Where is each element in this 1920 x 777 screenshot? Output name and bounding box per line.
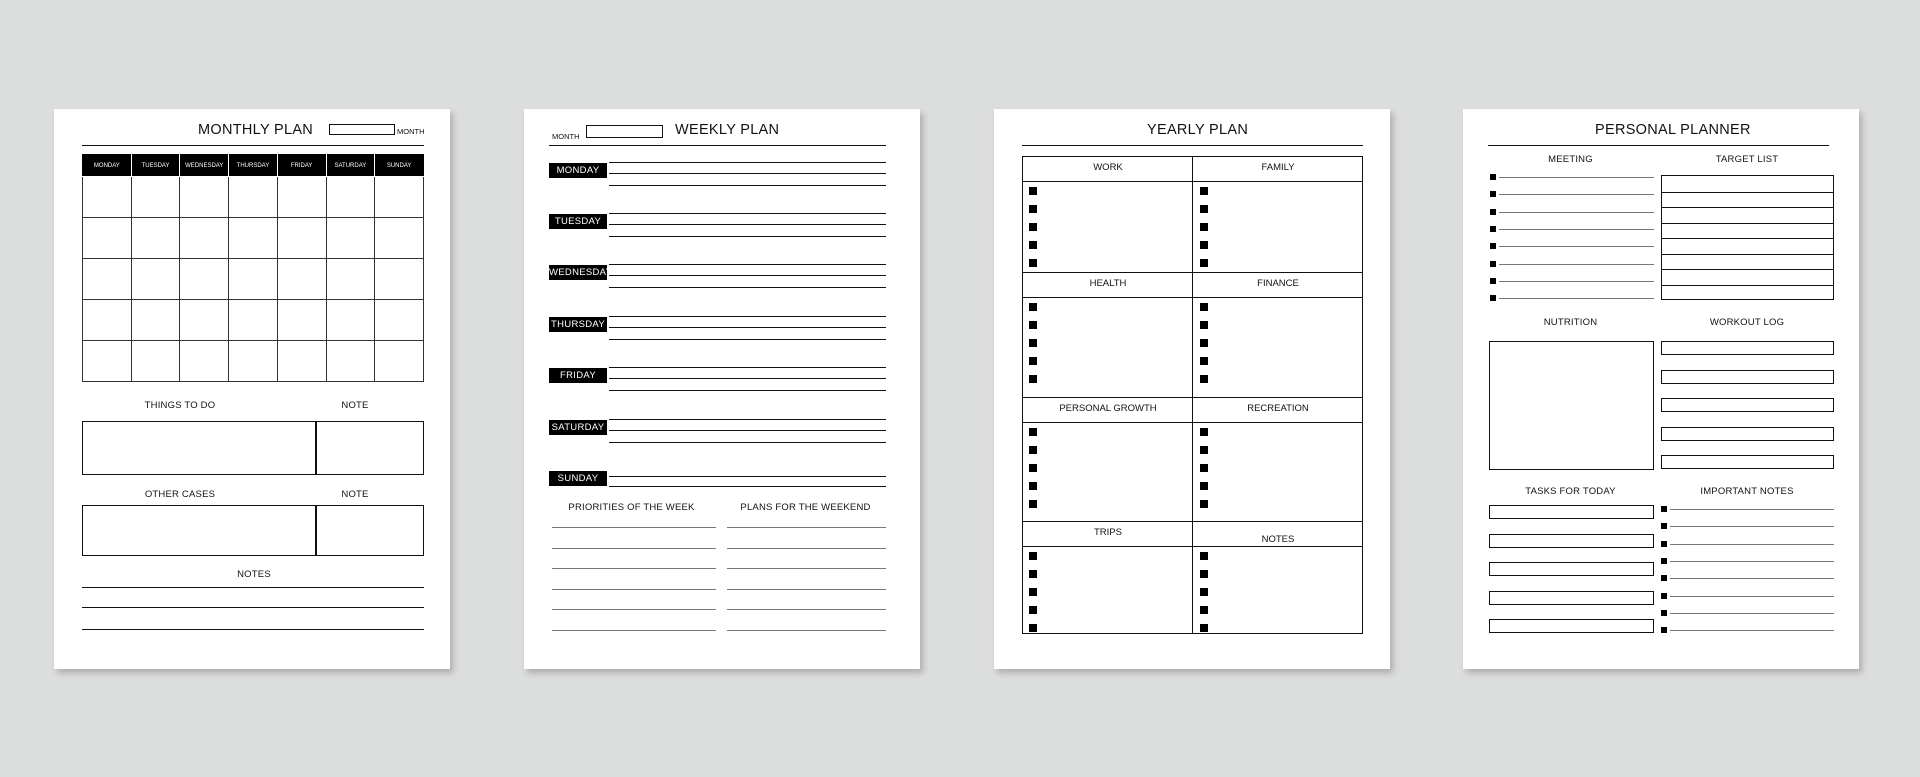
- priority-line[interactable]: [552, 630, 716, 631]
- target-list-label: TARGET LIST: [1715, 154, 1779, 165]
- day-write-line[interactable]: [609, 378, 886, 379]
- calendar-grid: [82, 154, 424, 382]
- priority-line[interactable]: [552, 548, 716, 549]
- meeting-line[interactable]: [1499, 281, 1654, 282]
- meeting-line[interactable]: [1499, 264, 1654, 265]
- calendar-day-cell[interactable]: [229, 300, 278, 341]
- day-label: SATURDAY: [549, 420, 607, 435]
- checkbox[interactable]: [1200, 321, 1208, 329]
- meeting-label: MEETING: [1548, 154, 1593, 165]
- yearly-section: [1023, 398, 1193, 522]
- day-label: TUESDAY: [549, 214, 607, 229]
- nutrition-box[interactable]: [1489, 341, 1654, 470]
- note-label: NOTE: [341, 400, 369, 411]
- page-title: PERSONAL PLANNER: [1595, 122, 1751, 138]
- priority-line[interactable]: [552, 609, 716, 610]
- checkbox[interactable]: [1029, 205, 1037, 213]
- section-title: FAMILY: [1261, 162, 1295, 173]
- calendar-day-cell[interactable]: [375, 177, 424, 218]
- calendar-day-cell[interactable]: [277, 259, 326, 300]
- month-field[interactable]: [586, 125, 663, 138]
- checkbox[interactable]: [1029, 357, 1037, 365]
- checkbox[interactable]: [1029, 570, 1037, 578]
- calendar-week-row: [83, 177, 424, 218]
- nutrition-label: NUTRITION: [1543, 317, 1598, 328]
- calendar-day-cell[interactable]: [229, 341, 278, 382]
- yearly-plan-page: [994, 109, 1390, 669]
- checkbox[interactable]: [1029, 624, 1037, 632]
- calendar-day-cell[interactable]: [180, 177, 229, 218]
- title-underline: [1488, 145, 1829, 146]
- section-title: FINANCE: [1257, 278, 1299, 289]
- day-write-line[interactable]: [609, 390, 886, 391]
- section-title: RECREATION: [1247, 403, 1309, 414]
- priority-line[interactable]: [552, 589, 716, 590]
- checkbox[interactable]: [1029, 339, 1037, 347]
- section-title: TRIPS: [1094, 527, 1122, 538]
- target-list-box[interactable]: [1661, 175, 1834, 300]
- bullet-square: [1490, 226, 1496, 232]
- title-underline: [1022, 145, 1363, 146]
- calendar-day-cell[interactable]: [180, 259, 229, 300]
- bullet-square: [1490, 191, 1496, 197]
- checkbox[interactable]: [1200, 570, 1208, 578]
- day-label: MONDAY: [549, 163, 607, 178]
- calendar-week-row: [83, 300, 424, 341]
- notes-line[interactable]: [82, 607, 424, 608]
- calendar-day-cell[interactable]: [180, 218, 229, 259]
- task-entry[interactable]: [1489, 534, 1654, 548]
- yearly-section: [1193, 522, 1363, 635]
- day-write-line[interactable]: [609, 213, 886, 214]
- column-divider: [1192, 157, 1193, 633]
- day-header: WEDNESDAY: [180, 155, 229, 177]
- title-underline: [549, 145, 886, 146]
- day-header: FRIDAY: [277, 155, 326, 177]
- calendar-day-cell[interactable]: [326, 177, 375, 218]
- meeting-line[interactable]: [1499, 194, 1654, 195]
- checkbox[interactable]: [1200, 357, 1208, 365]
- priorities-label: PRIORITIES OF THE WEEK: [568, 502, 695, 513]
- checkbox[interactable]: [1029, 321, 1037, 329]
- calendar-week-row: [83, 218, 424, 259]
- calendar-day-cell[interactable]: [277, 300, 326, 341]
- calendar-day-cell[interactable]: [326, 218, 375, 259]
- note-box[interactable]: [315, 505, 424, 556]
- yearly-section: [1193, 398, 1363, 522]
- checkbox[interactable]: [1200, 187, 1208, 195]
- calendar-day-cell[interactable]: [375, 218, 424, 259]
- workout-log-label: WORKOUT LOG: [1709, 317, 1785, 328]
- checkbox[interactable]: [1029, 606, 1037, 614]
- day-write-line[interactable]: [609, 339, 886, 340]
- priority-line[interactable]: [552, 527, 716, 528]
- day-label: SUNDAY: [549, 471, 607, 486]
- month-field[interactable]: [329, 124, 395, 135]
- target-row-line[interactable]: [1662, 285, 1833, 286]
- checkbox[interactable]: [1200, 303, 1208, 311]
- calendar-day-cell[interactable]: [180, 341, 229, 382]
- checkbox[interactable]: [1029, 464, 1037, 472]
- calendar-day-cell[interactable]: [277, 218, 326, 259]
- day-header: THURSDAY: [229, 155, 278, 177]
- day-write-line[interactable]: [609, 287, 886, 288]
- meeting-line[interactable]: [1499, 212, 1654, 213]
- calendar-week-row: [83, 341, 424, 382]
- bullet-square: [1661, 558, 1667, 564]
- workout-entry[interactable]: [1661, 341, 1834, 355]
- calendar-day-cell[interactable]: [326, 259, 375, 300]
- checkbox[interactable]: [1200, 500, 1208, 508]
- yearly-section: [1023, 157, 1193, 273]
- checkbox[interactable]: [1200, 339, 1208, 347]
- target-row-line[interactable]: [1662, 223, 1833, 224]
- things-to-do-label: THINGS TO DO: [144, 400, 216, 411]
- calendar-day-cell[interactable]: [277, 177, 326, 218]
- day-write-line[interactable]: [609, 264, 886, 265]
- bullet-square: [1490, 261, 1496, 267]
- monthly-plan-page: [54, 109, 450, 669]
- checkbox[interactable]: [1200, 464, 1208, 472]
- calendar-week-row: [83, 259, 424, 300]
- note-line[interactable]: [1670, 526, 1834, 527]
- checkbox[interactable]: [1200, 259, 1208, 267]
- bullet-square: [1661, 627, 1667, 633]
- personal-planner-page: [1463, 109, 1859, 669]
- day-write-line[interactable]: [609, 442, 886, 443]
- note-box[interactable]: [315, 421, 424, 475]
- workout-entry[interactable]: [1661, 427, 1834, 441]
- weekend-line[interactable]: [727, 527, 886, 528]
- task-entry[interactable]: [1489, 591, 1654, 605]
- checkbox[interactable]: [1029, 223, 1037, 231]
- calendar-day-cell[interactable]: [326, 341, 375, 382]
- checkbox[interactable]: [1029, 241, 1037, 249]
- checkbox[interactable]: [1200, 223, 1208, 231]
- bullet-square: [1661, 506, 1667, 512]
- calendar-day-cell[interactable]: [375, 341, 424, 382]
- calendar-day-cell[interactable]: [83, 300, 132, 341]
- target-row-line[interactable]: [1662, 192, 1833, 193]
- weekly-plan-page: [524, 109, 920, 669]
- checkbox[interactable]: [1029, 428, 1037, 436]
- checkbox[interactable]: [1200, 588, 1208, 596]
- priority-line[interactable]: [552, 568, 716, 569]
- bullet-square: [1661, 541, 1667, 547]
- day-write-line[interactable]: [609, 486, 886, 487]
- bullet-square: [1490, 278, 1496, 284]
- other-cases-label: OTHER CASES: [144, 489, 216, 500]
- bullet-square: [1661, 523, 1667, 529]
- workout-entry[interactable]: [1661, 370, 1834, 384]
- meeting-line[interactable]: [1499, 246, 1654, 247]
- weekend-line[interactable]: [727, 609, 886, 610]
- bullet-square: [1490, 243, 1496, 249]
- note-line[interactable]: [1670, 544, 1834, 545]
- meeting-line[interactable]: [1499, 177, 1654, 178]
- weekend-line[interactable]: [727, 548, 886, 549]
- yearly-section: [1193, 157, 1363, 273]
- day-header: MONDAY: [83, 155, 132, 177]
- weekend-line[interactable]: [727, 568, 886, 569]
- day-write-line[interactable]: [609, 275, 886, 276]
- notes-line[interactable]: [82, 629, 424, 630]
- note-line[interactable]: [1670, 578, 1834, 579]
- checkbox[interactable]: [1200, 428, 1208, 436]
- calendar-day-cell[interactable]: [131, 177, 180, 218]
- section-title: PERSONAL GROWTH: [1059, 403, 1157, 414]
- calendar-day-cell[interactable]: [83, 218, 132, 259]
- note-line[interactable]: [1670, 561, 1834, 562]
- target-row-line[interactable]: [1662, 238, 1833, 239]
- note-line[interactable]: [1670, 630, 1834, 631]
- target-row-line[interactable]: [1662, 269, 1833, 270]
- checkbox[interactable]: [1200, 606, 1208, 614]
- day-write-line[interactable]: [609, 430, 886, 431]
- note-line[interactable]: [1670, 613, 1834, 614]
- bullet-square: [1490, 295, 1496, 301]
- checkbox[interactable]: [1200, 552, 1208, 560]
- checkbox[interactable]: [1200, 624, 1208, 632]
- checkbox[interactable]: [1029, 187, 1037, 195]
- calendar-day-cell[interactable]: [131, 300, 180, 341]
- meeting-line[interactable]: [1499, 229, 1654, 230]
- calendar-day-cell[interactable]: [375, 300, 424, 341]
- yearly-grid: [1022, 156, 1363, 634]
- calendar-day-cell[interactable]: [83, 177, 132, 218]
- target-row-line[interactable]: [1662, 254, 1833, 255]
- other-cases-box[interactable]: [82, 505, 317, 556]
- checkbox[interactable]: [1029, 303, 1037, 311]
- bullet-square: [1490, 209, 1496, 215]
- calendar-day-cell[interactable]: [375, 259, 424, 300]
- bullet-square: [1661, 593, 1667, 599]
- day-write-line[interactable]: [609, 173, 886, 174]
- day-label: THURSDAY: [549, 317, 607, 332]
- weekend-label: PLANS FOR THE WEEKEND: [740, 502, 871, 513]
- target-row-line[interactable]: [1662, 207, 1833, 208]
- section-title: HEALTH: [1089, 278, 1127, 289]
- checkbox[interactable]: [1029, 552, 1037, 560]
- bullet-square: [1661, 610, 1667, 616]
- calendar-day-cell[interactable]: [326, 300, 375, 341]
- checkbox[interactable]: [1029, 375, 1037, 383]
- day-write-line[interactable]: [609, 236, 886, 237]
- bullet-square: [1661, 575, 1667, 581]
- section-title: WORK: [1093, 162, 1123, 173]
- day-write-line[interactable]: [609, 316, 886, 317]
- page-title: MONTHLY PLAN: [198, 122, 314, 138]
- weekend-line[interactable]: [727, 589, 886, 590]
- calendar-day-cell[interactable]: [131, 259, 180, 300]
- checkbox[interactable]: [1029, 500, 1037, 508]
- checkbox[interactable]: [1200, 446, 1208, 454]
- calendar-day-cell[interactable]: [229, 218, 278, 259]
- tasks-today-label: TASKS FOR TODAY: [1525, 486, 1616, 497]
- title-underline: [82, 145, 424, 146]
- calendar-day-cell[interactable]: [229, 177, 278, 218]
- workout-entry[interactable]: [1661, 398, 1834, 412]
- day-write-line[interactable]: [609, 224, 886, 225]
- task-entry[interactable]: [1489, 505, 1654, 519]
- note-line[interactable]: [1670, 596, 1834, 597]
- page-title: YEARLY PLAN: [1147, 122, 1249, 138]
- checkbox[interactable]: [1200, 205, 1208, 213]
- yearly-section: [1023, 522, 1193, 635]
- calendar-day-cell[interactable]: [277, 341, 326, 382]
- month-label: MONTH: [397, 127, 425, 136]
- notes-label: NOTES: [237, 569, 271, 580]
- day-write-line[interactable]: [609, 476, 886, 477]
- day-label: WEDNESDAY: [549, 267, 613, 278]
- workout-entry[interactable]: [1661, 455, 1834, 469]
- day-header: SATURDAY: [326, 155, 375, 177]
- calendar-day-cell[interactable]: [131, 341, 180, 382]
- meeting-line[interactable]: [1499, 298, 1654, 299]
- notes-line[interactable]: [82, 587, 424, 588]
- checkbox[interactable]: [1029, 482, 1037, 490]
- day-write-line[interactable]: [609, 162, 886, 163]
- month-label: MONTH: [552, 132, 580, 141]
- day-write-line[interactable]: [609, 327, 886, 328]
- day-header: TUESDAY: [131, 155, 180, 177]
- checkbox[interactable]: [1029, 588, 1037, 596]
- yearly-section: [1193, 273, 1363, 398]
- day-header: SUNDAY: [375, 155, 424, 177]
- section-title: NOTES: [1261, 534, 1295, 545]
- checkbox[interactable]: [1200, 375, 1208, 383]
- day-write-line[interactable]: [609, 185, 886, 186]
- day-label: FRIDAY: [549, 368, 607, 383]
- calendar-day-cell[interactable]: [229, 259, 278, 300]
- important-notes-label: IMPORTANT NOTES: [1700, 486, 1794, 497]
- task-entry[interactable]: [1489, 619, 1654, 633]
- checkbox[interactable]: [1200, 241, 1208, 249]
- note-label: NOTE: [341, 489, 369, 500]
- weekend-line[interactable]: [727, 630, 886, 631]
- page-title: WEEKLY PLAN: [675, 122, 780, 138]
- calendar-day-cell[interactable]: [83, 341, 132, 382]
- calendar-day-cell[interactable]: [131, 218, 180, 259]
- day-write-line[interactable]: [609, 419, 886, 420]
- checkbox[interactable]: [1200, 482, 1208, 490]
- task-entry[interactable]: [1489, 562, 1654, 576]
- note-line[interactable]: [1670, 509, 1834, 510]
- day-write-line[interactable]: [609, 367, 886, 368]
- calendar-day-cell[interactable]: [180, 300, 229, 341]
- checkbox[interactable]: [1029, 259, 1037, 267]
- checkbox[interactable]: [1029, 446, 1037, 454]
- calendar-day-cell[interactable]: [83, 259, 132, 300]
- things-to-do-box[interactable]: [82, 421, 317, 475]
- yearly-section: [1023, 273, 1193, 398]
- bullet-square: [1490, 174, 1496, 180]
